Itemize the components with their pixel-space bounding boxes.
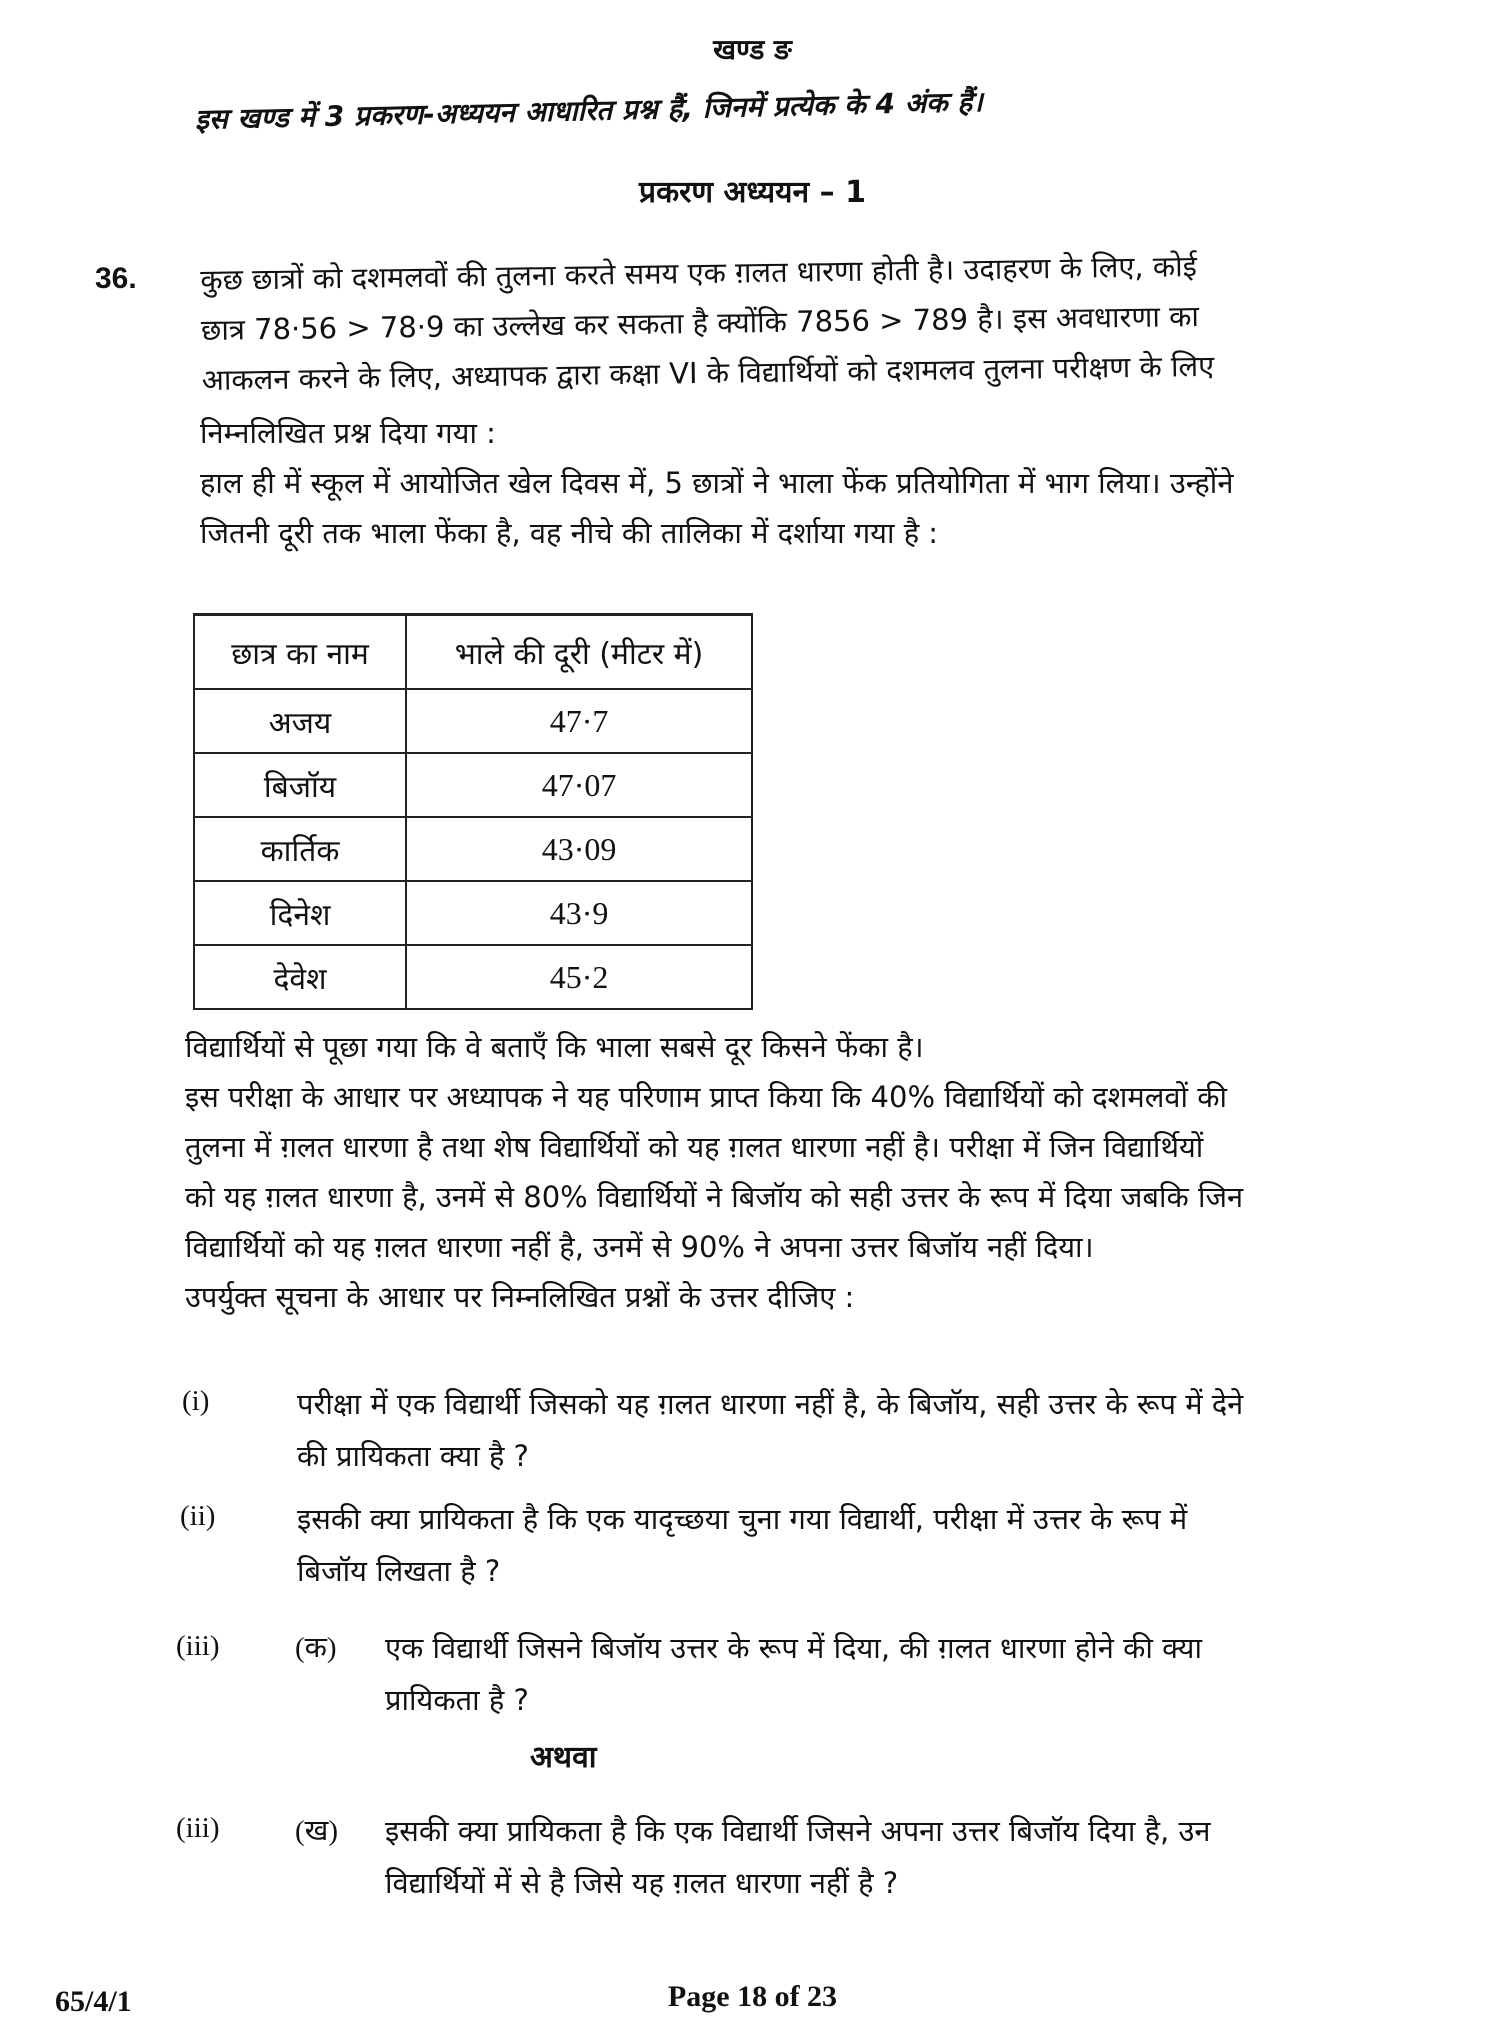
question-number: 36. <box>95 262 137 295</box>
student-name: अजय <box>194 689 406 753</box>
sub-question-line: इसकी क्या प्रायिकता है कि एक विद्यार्थी जिसने अपना उत्तर बिजॉय दिया है, उन <box>385 1814 1211 1848</box>
case-body <box>185 1022 1495 1322</box>
student-name: बिजॉय <box>194 753 406 817</box>
body-line: उपर्युक्त सूचना के आधार पर निम्नलिखित प्रश्नों के उत्तर दीजिए : <box>185 1280 855 1314</box>
student-name: देवेश <box>194 945 406 1009</box>
intro-line: छात्र 78·56 > 78·9 का उल्लेख कर सकता है क्योंकि 7856 > 789 है। इस अवधारणा का <box>200 299 1200 347</box>
sub-question-iii-a <box>385 1622 1495 1726</box>
sub-question-line: बिजॉय लिखता है ? <box>297 1554 501 1588</box>
sub-question-line: परीक्षा में एक विद्यार्थी जिसको यह ग़लत धारणा नहीं है, के बिजॉय, सही उत्तर के रूप में देने <box>297 1387 1244 1421</box>
body-line: विद्यार्थियों को यह ग़लत धारणा नहीं है, उनमें से 90% ने अपना उत्तर बिजॉय नहीं दिया। <box>185 1230 1094 1264</box>
javelin-distance: 45·2 <box>406 945 752 1009</box>
paper-code: 65/4/1 <box>55 1985 132 2018</box>
column-header-name: छात्र का नाम <box>194 615 406 690</box>
table-header-row <box>194 615 752 690</box>
sub-question-part: (क) <box>295 1632 337 1664</box>
intro-line: निम्नलिखित प्रश्न दिया गया : <box>200 416 496 450</box>
sub-question-label: (ii) <box>180 1500 216 1532</box>
javelin-distance: 43·09 <box>406 817 752 881</box>
sub-question-line: की प्रायिकता क्या है ? <box>297 1439 529 1473</box>
table-row <box>194 817 752 881</box>
student-name: कार्तिक <box>194 817 406 881</box>
table-row <box>194 753 752 817</box>
sub-question-label: (i) <box>182 1385 210 1417</box>
javelin-distance: 43·9 <box>406 881 752 945</box>
sub-question-line: एक विद्यार्थी जिसने बिजॉय उत्तर के रूप में दिया, की ग़लत धारणा होने की क्या <box>385 1631 1202 1665</box>
sub-question-ii <box>297 1493 1497 1597</box>
intro-line: हाल ही में स्कूल में आयोजित खेल दिवस में, 5 छात्रों ने भाला फेंक प्रतियोगिता में भाग लिया। उन्होंने <box>200 466 1234 500</box>
student-name: दिनेश <box>194 881 406 945</box>
intro-line: जितनी दूरी तक भाला फेंका है, वह नीचे की तालिका में दर्शाया गया है : <box>200 516 939 550</box>
intro-line: कुछ छात्रों को दशमलवों की तुलना करते समय एक ग़लत धारणा होती है। उदाहरण के लिए, कोई <box>200 249 1198 297</box>
column-header-distance: भाले की दूरी (मीटर में) <box>406 615 752 690</box>
sub-question-line: विद्यार्थियों में से है जिसे यह ग़लत धारणा नहीं है ? <box>385 1866 899 1900</box>
page-number: Page 18 of 23 <box>667 1980 838 2013</box>
javelin-distance: 47·07 <box>406 753 752 817</box>
body-line: को यह ग़लत धारणा है, उनमें से 80% विद्यार्थियों ने बिजॉय को सही उत्तर के रूप में दिया जबकि जिन <box>185 1180 1244 1214</box>
table-row <box>194 881 752 945</box>
or-separator: अथवा <box>530 1740 597 1775</box>
sub-question-i <box>297 1378 1497 1482</box>
case-study-title: प्रकरण अध्ययन – 1 <box>639 175 866 210</box>
sub-question-iii-b <box>385 1805 1495 1909</box>
sub-question-label: (iii) <box>176 1812 220 1844</box>
sub-question-line: इसकी क्या प्रायिकता है कि एक यादृच्छया चुना गया विद्यार्थी, परीक्षा में उत्तर के रूप में <box>297 1502 1188 1536</box>
case-intro <box>200 237 1492 405</box>
sub-question-line: प्रायिकता है ? <box>385 1683 529 1717</box>
javelin-distance: 47·7 <box>406 689 752 753</box>
sub-question-part: (ख) <box>295 1815 339 1847</box>
intro-line: आकलन करने के लिए, अध्यापक द्वारा कक्षा VI के विद्यार्थियों को दशमलव तुलना परीक्षण के लिए <box>201 348 1215 397</box>
body-line: इस परीक्षा के आधार पर अध्यापक ने यह परिणाम प्राप्त किया कि 40% विद्यार्थियों को दशमलवों की <box>185 1080 1227 1114</box>
section-title: खण्ड ङ <box>713 33 792 66</box>
section-instructions: इस खण्ड में 3 प्रकरण-अध्ययन आधारित प्रश्न हैं, जिनमें प्रत्येक के 4 अंक हैं। <box>194 85 984 136</box>
case-intro-cont <box>200 408 1490 558</box>
sub-question-label: (iii) <box>176 1630 220 1662</box>
table-row <box>194 689 752 753</box>
body-line: विद्यार्थियों से पूछा गया कि वे बताएँ कि भाला सबसे दूर किसने फेंका है। <box>185 1030 924 1064</box>
table-row <box>194 945 752 1009</box>
javelin-distance-table <box>193 613 753 1010</box>
body-line: तुलना में ग़लत धारणा है तथा शेष विद्यार्थियों को यह ग़लत धारणा नहीं है। परीक्षा में जिन विद्यार्थियों <box>185 1130 1204 1164</box>
